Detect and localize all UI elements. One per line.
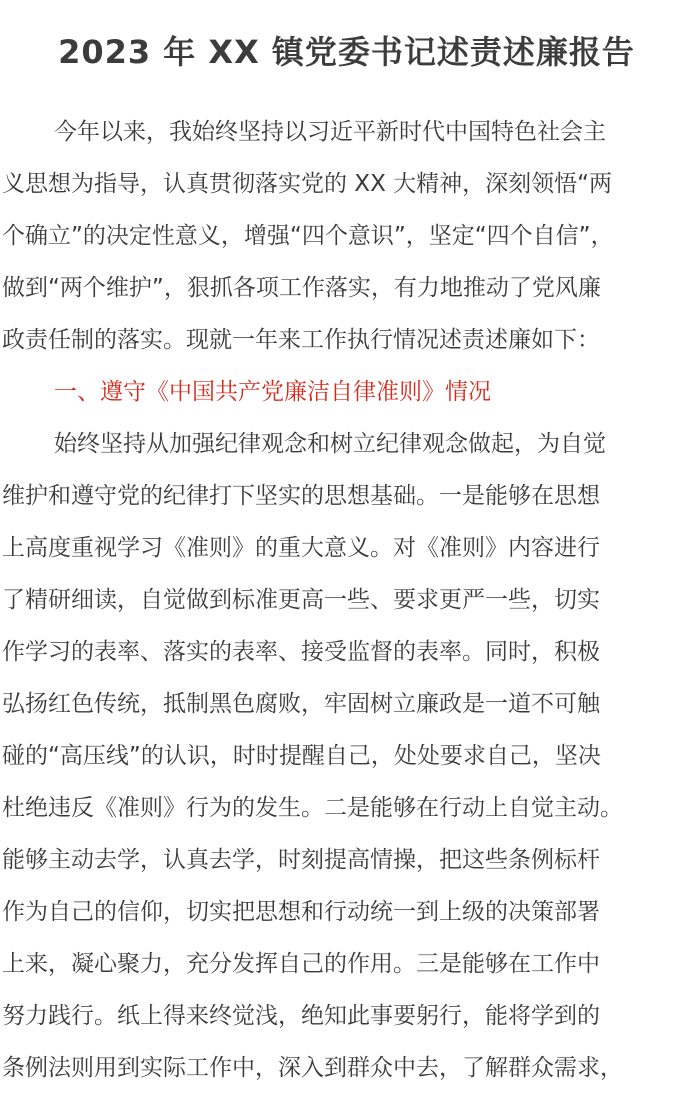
- paragraph-line: 做到“两个维护”，狠抓各项工作落实，有力地推动了党风廉: [2, 275, 601, 301]
- paragraph-line: 始终坚持从加强纪律观念和树立纪律观念做起，为自觉: [54, 431, 606, 457]
- paragraph-line: 条例法则用到实际工作中，深入到群众中去，了解群众需求，: [2, 1055, 623, 1081]
- document-body: [2, 106, 692, 1094]
- paragraph-line: 了精研细读，自觉做到标准更高一些、要求更严一些，切实: [2, 587, 600, 613]
- paragraph-line: 努力践行。纸上得来终觉浅，绝知此事要躬行，能将学到的: [2, 1003, 600, 1029]
- document-title: 2023 年 XX 镇党委书记述责述廉报告: [58, 33, 635, 71]
- paragraph-line: 上来，凝心聚力，充分发挥自己的作用。三是能够在工作中: [2, 951, 600, 977]
- paragraph-line: 个确立”的决定性意义，增强“四个意识”，坚定“四个自信”，: [2, 223, 614, 249]
- paragraph-line: 今年以来，我始终坚持以习近平新时代中国特色社会主: [54, 119, 606, 145]
- paragraph-line: 义思想为指导，认真贯彻落实党的 XX 大精神，深刻领悟“两: [2, 171, 613, 197]
- paragraph-line: 碰的“高压线”的认识，时时提醒自己，处处要求自己，坚决: [2, 743, 601, 769]
- paragraph-line: 能够主动去学，认真去学，时刻提高情操，把这些条例标杆: [2, 847, 600, 873]
- paragraph-line: 作为自己的信仰，切实把思想和行动统一到上级的决策部署: [2, 899, 600, 925]
- paragraph-line: 维护和遵守党的纪律打下坚实的思想基础。一是能够在思想: [2, 483, 600, 509]
- paragraph-line: 政责任制的落实。现就一年来工作执行情况述责述廉如下：: [2, 327, 600, 353]
- paragraph-line: 弘扬红色传统，抵制黑色腐败，牢固树立廉政是一道不可触: [2, 691, 600, 717]
- paragraph-line: 杜绝违反《准则》行为的发生。二是能够在行动上自觉主动。: [2, 795, 623, 821]
- paragraph-line: 作学习的表率、落实的表率、接受监督的表率。同时，积极: [2, 639, 600, 665]
- section-heading: 一、遵守《中国共产党廉洁自律准则》情况: [54, 379, 491, 405]
- paragraph-line: 上高度重视学习《准则》的重大意义。对《准则》内容进行: [2, 535, 600, 561]
